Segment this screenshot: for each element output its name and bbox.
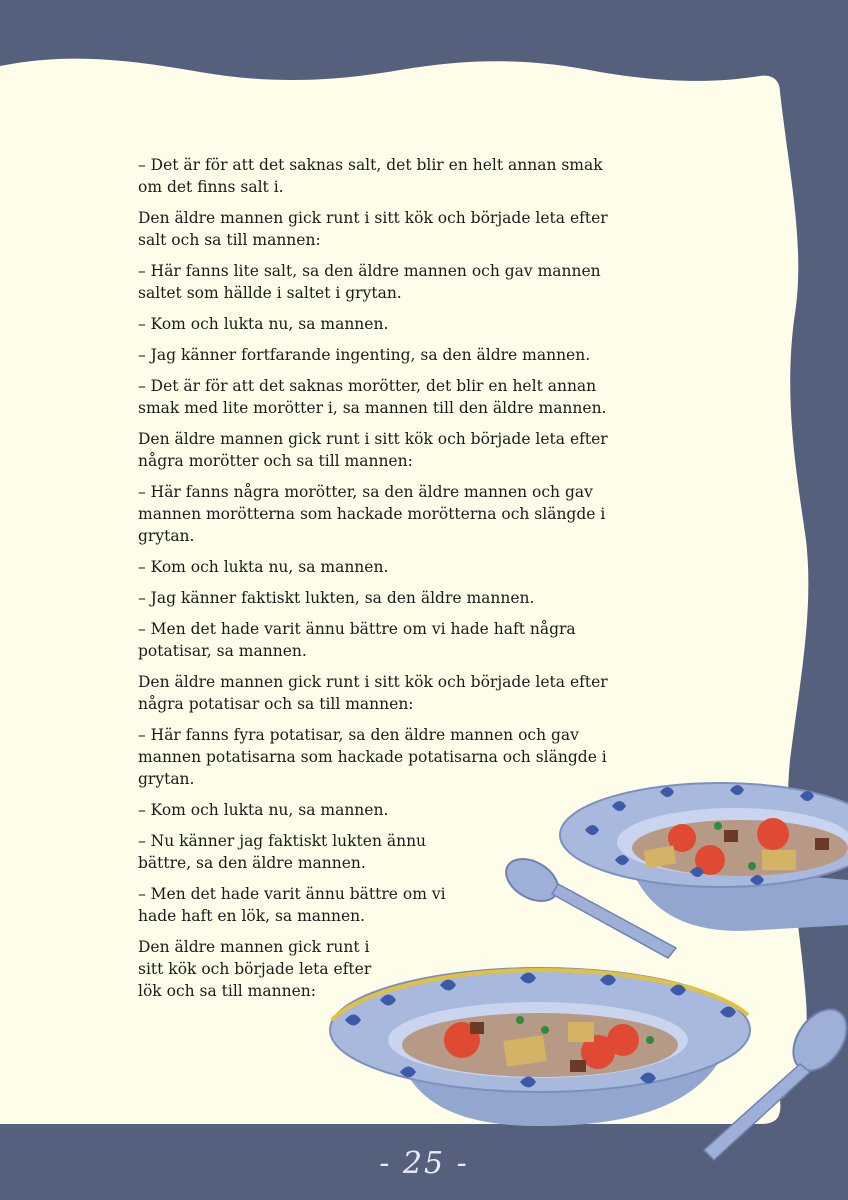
paragraph: – Jag känner faktiskt lukten, sa den äldre mannen. (138, 589, 535, 607)
paragraph: – Jag känner fortfarande ingenting, sa den äldre mannen. (138, 346, 591, 364)
paragraph: Den äldre mannen gick runt i sitt kök och började leta efter några potatisar och sa till mannen: (138, 673, 608, 713)
paragraph: Den äldre mannen gick runt i sitt kök och började leta efter några morötter och sa till mannen: (138, 430, 608, 470)
paragraph: – Kom och lukta nu, sa mannen. (138, 315, 389, 333)
paragraph: – Men det hade varit ännu bättre om vi hade haft en lök, sa mannen. (138, 885, 446, 925)
paragraph: Den äldre mannen gick runt i sitt kök och började leta efter lök och sa till mannen: (138, 938, 372, 1000)
paragraph: – Nu känner jag faktiskt lukten ännu bättre, sa den äldre mannen. (138, 832, 427, 872)
paragraph: Den äldre mannen gick runt i sitt kök och började leta efter salt och sa till mannen: (138, 209, 608, 249)
paragraph: – Här fanns några morötter, sa den äldre mannen och gav mannen morötterna som hackade morötterna och slängde i grytan. (138, 483, 606, 545)
paragraph: – Men det hade varit ännu bättre om vi hade haft några potatisar, sa mannen. (138, 620, 576, 660)
soup-bowl-icon (330, 968, 750, 1126)
paragraph: – Kom och lukta nu, sa mannen. (138, 801, 389, 819)
paragraph: – Här fanns lite salt, sa den äldre mannen och gav mannen saltet som hällde i saltet i grytan. (138, 262, 601, 302)
paragraph: – Kom och lukta nu, sa mannen. (138, 558, 389, 576)
page-number: - 25 - (379, 1146, 469, 1181)
paragraph: – Det är för att det saknas salt, det blir en helt annan smak om det finns salt i. (138, 156, 603, 196)
paragraph: – Det är för att det saknas morötter, det blir en helt annan smak med lite morötter i, sa mannen till den äldre mannen. (138, 377, 607, 417)
paragraph: – Här fanns fyra potatisar, sa den äldre mannen och gav mannen potatisarna som hackade potatisarna och slängde i grytan. (138, 726, 607, 788)
